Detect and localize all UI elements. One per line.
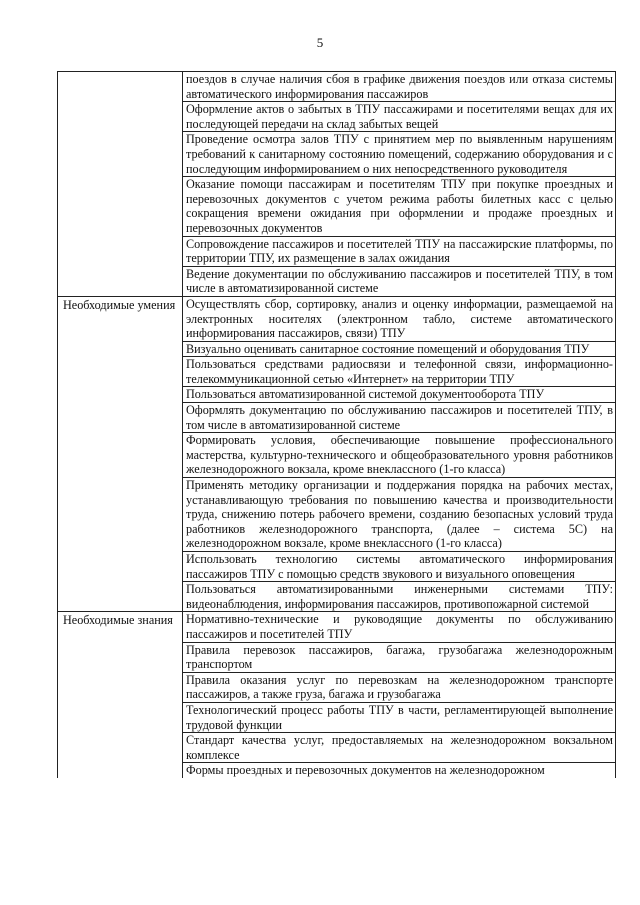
table-cell: Нормативно-технические и руководящие документы по обслуживанию пассажиров и посетителей ТПУ <box>183 612 616 642</box>
table-cell: Формы проездных и перевозочных документов на железнодорожном <box>183 763 616 778</box>
table-cell: Оформлять документацию по обслуживанию пассажиров и посетителей ТПУ, в том числе в автоматизированной системе <box>183 403 616 433</box>
table-cell: поездов в случае наличия сбоя в графике движения поездов или отказа системы автоматического информирования пассажиров <box>183 72 616 102</box>
table-cell: Ведение документации по обслуживанию пассажиров и посетителей ТПУ, в том числе в автоматизированной системе <box>183 266 616 296</box>
table-cell: Визуально оценивать санитарное состояние помещений и оборудования ТПУ <box>183 341 616 357</box>
category-cell-skills: Необходимые умения <box>58 296 183 611</box>
table-cell: Проведение осмотра залов ТПУ с принятием мер по выявленным нарушениям требований к санитарному состоянию помещений, содержанию оборудования и с последующим информированием о них непосредственного руководителя <box>183 132 616 177</box>
table-cell: Правила перевозок пассажиров, багажа, грузобагажа железнодорожным транспортом <box>183 642 616 672</box>
table-row <box>58 296 616 341</box>
table-row <box>58 72 616 102</box>
requirements-table <box>57 71 616 778</box>
table-row <box>58 612 616 642</box>
page-number: 5 <box>316 35 324 50</box>
category-cell <box>58 72 183 297</box>
table-cell: Пользоваться автоматизированными инженерными системами ТПУ: видеонаблюдения, информирования пассажиров, противопожарной системой <box>183 582 616 612</box>
table-cell: Формировать условия, обеспечивающие повышение профессионального мастерства, культурно-технического и общеобразовательного уровня работников железнодорожного вокзала, кроме внеклассного (1-го класса) <box>183 433 616 478</box>
table-cell: Сопровождение пассажиров и посетителей ТПУ на пассажирские платформы, по территории ТПУ, их размещение в залах ожидания <box>183 236 616 266</box>
table-cell: Стандарт качества услуг, предоставляемых на железнодорожном вокзальном комплексе <box>183 733 616 763</box>
table-cell: Оформление актов о забытых в ТПУ пассажирами и посетителями вещах для их последующей передачи на склад забытых вещей <box>183 102 616 132</box>
table-cell: Пользоваться средствами радиосвязи и телефонной связи, информационно-телекоммуникационной сетью «Интернет» на территории ТПУ <box>183 357 616 387</box>
category-cell-knowledge: Необходимые знания <box>58 612 183 778</box>
table-cell: Осуществлять сбор, сортировку, анализ и оценку информации, размещаемой на электронных носителях (электронном табло, системе автоматического информирования пассажиров, связи) ТПУ <box>183 296 616 341</box>
table-cell: Использовать технологию системы автоматического информирования пассажиров ТПУ с помощью средств звукового и визуального оповещения <box>183 552 616 582</box>
table-cell: Правила оказания услуг по перевозкам на железнодорожном транспорте пассажиров, а также груза, багажа и грузобагажа <box>183 672 616 702</box>
table-cell: Пользоваться автоматизированной системой документооборота ТПУ <box>183 387 616 403</box>
table-cell: Оказание помощи пассажирам и посетителям ТПУ при покупке проездных и перевозочных документов с учетом режима работы билетных касс с целью сокращения времени ожидания при оформлении и продаже проездных и перевозочных документов <box>183 177 616 236</box>
table-cell: Технологический процесс работы ТПУ в части, регламентирующей выполнение трудовой функции <box>183 702 616 732</box>
table-cell: Применять методику организации и поддержания порядка на рабочих местах, устанавливающую требования по повышению качества и производительности труда, снижению потерь рабочего времени, созданию безопасных условий труда работников железнодорожного транспорта, (далее – система 5С) на железнодорожном вокзале, кроме внеклассного (1-го класса) <box>183 478 616 552</box>
